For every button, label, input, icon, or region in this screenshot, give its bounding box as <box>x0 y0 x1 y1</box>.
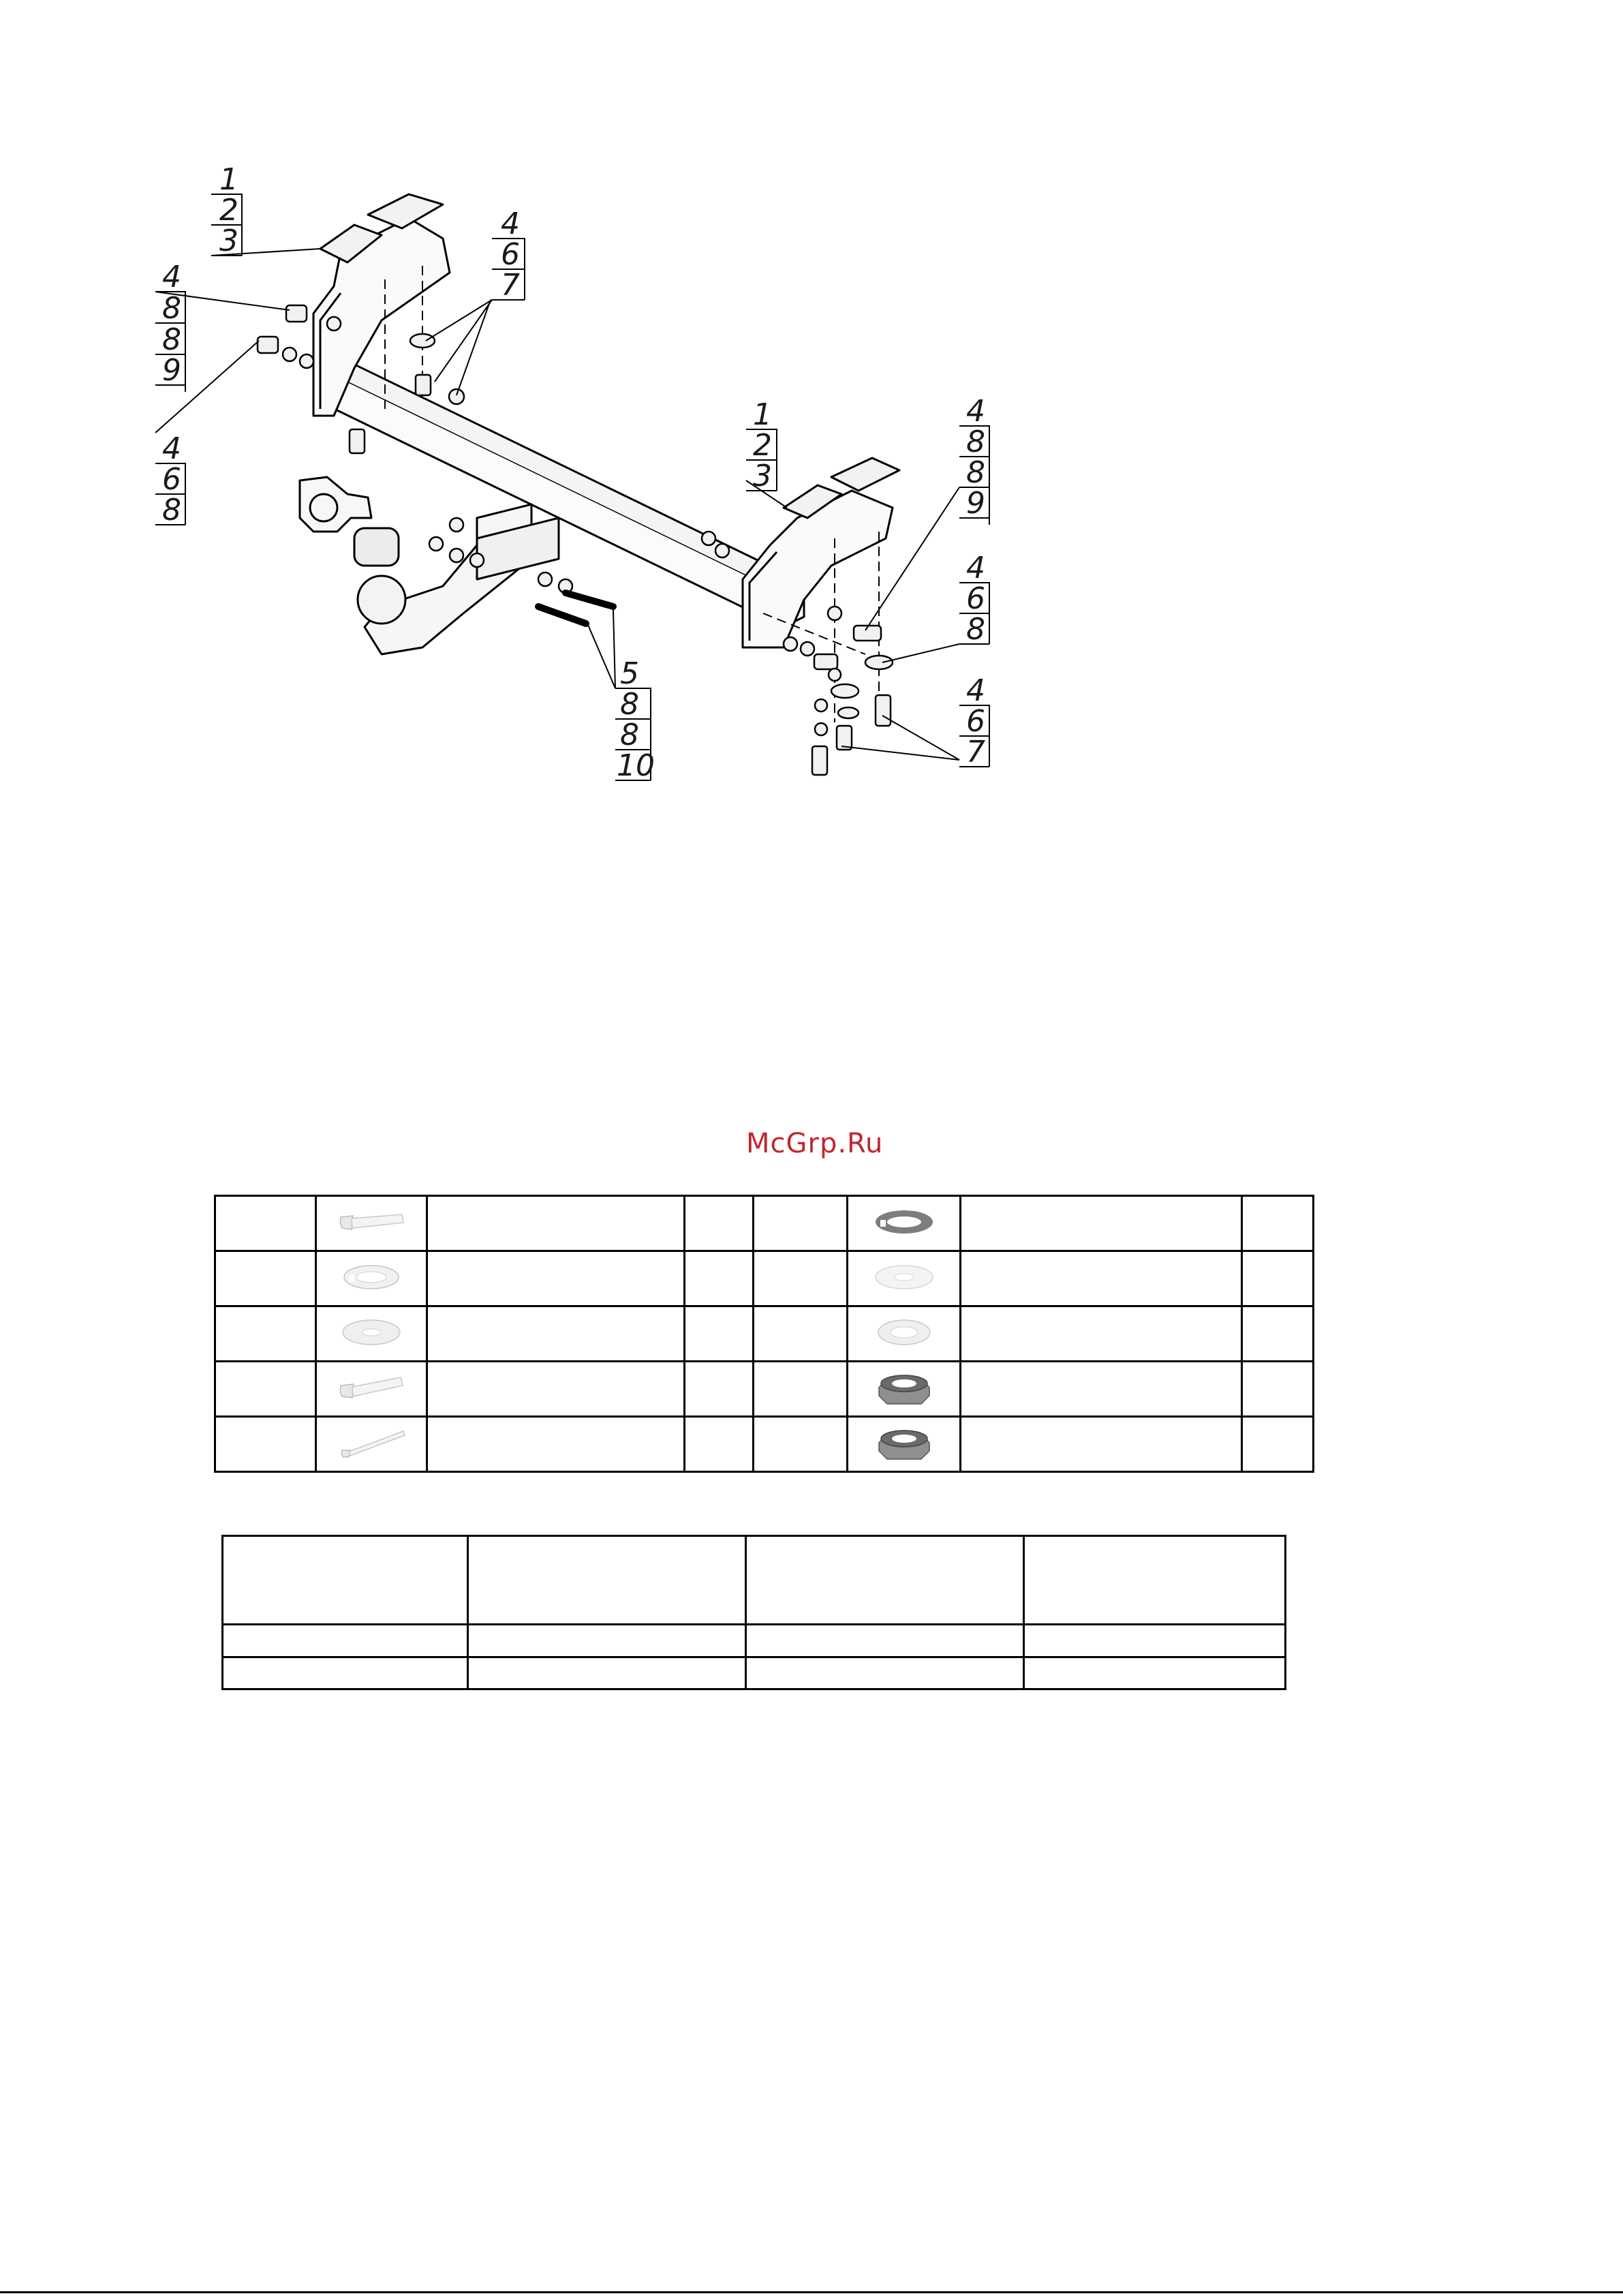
tow-hitch-assembly-drawing <box>0 0 1623 845</box>
callout-number: 8 <box>966 455 985 490</box>
callout-number: 5 <box>620 656 639 691</box>
table-cell <box>1242 1362 1314 1417</box>
callout-number: 2 <box>753 428 772 463</box>
table-cell <box>961 1306 1242 1362</box>
table-cell <box>427 1251 685 1306</box>
bolt-icon <box>334 1205 409 1239</box>
long-bolt-icon <box>334 1426 409 1460</box>
table-cell <box>223 1625 468 1657</box>
lock-nut-icon <box>867 1424 942 1462</box>
callout-number: 6 <box>966 704 985 739</box>
table-cell <box>316 1417 427 1472</box>
table-cell <box>754 1362 848 1417</box>
table-cell <box>754 1306 848 1362</box>
callout-number: 7 <box>501 268 520 303</box>
callout-group-right-bottom-stack <box>966 673 985 769</box>
callout-number: 9 <box>966 486 985 521</box>
callout-number: 4 <box>162 260 181 294</box>
table-cell <box>1242 1196 1314 1251</box>
table-cell <box>215 1306 316 1362</box>
callout-number: 8 <box>620 687 639 722</box>
table-cell <box>215 1417 316 1472</box>
callout-number: 7 <box>966 735 985 769</box>
callout-number: 4 <box>966 394 985 429</box>
callout-number: 8 <box>620 718 639 752</box>
table-cell <box>316 1362 427 1417</box>
spring-washer-icon <box>867 1205 942 1239</box>
table-cell <box>427 1196 685 1251</box>
table-cell <box>1242 1251 1314 1306</box>
table-cell <box>685 1362 754 1417</box>
callout-group-right-top-labels <box>753 397 772 493</box>
table-cell <box>961 1251 1242 1306</box>
callout-group-right-mid-stack <box>966 551 985 647</box>
table-row <box>215 1196 1314 1251</box>
callout-group-top-left <box>219 162 238 258</box>
table-cell <box>468 1657 746 1689</box>
table-cell <box>215 1251 316 1306</box>
table-cell <box>961 1417 1242 1472</box>
table-cell <box>685 1417 754 1472</box>
callout-group-top-center <box>501 206 520 303</box>
lock-nut-icon <box>867 1368 942 1407</box>
table-row <box>215 1417 1314 1472</box>
table-cell <box>1024 1625 1286 1657</box>
table-cell <box>685 1251 754 1306</box>
table-row <box>215 1362 1314 1417</box>
spring-washer-icon <box>334 1260 409 1294</box>
table-cell <box>427 1362 685 1417</box>
table-cell <box>961 1196 1242 1251</box>
callout-number: 4 <box>966 673 985 708</box>
callout-number: 10 <box>617 748 655 783</box>
table-cell <box>754 1251 848 1306</box>
table-cell <box>316 1196 427 1251</box>
table-cell <box>746 1657 1024 1689</box>
table-cell <box>316 1306 427 1362</box>
table-cell <box>1024 1536 1286 1625</box>
table-row <box>223 1657 1286 1689</box>
table-cell <box>685 1196 754 1251</box>
table-row <box>223 1625 1286 1657</box>
table-cell <box>961 1362 1242 1417</box>
parts-table <box>214 1195 1314 1473</box>
table-row <box>215 1251 1314 1306</box>
callout-number: 4 <box>162 431 181 466</box>
callout-number: 6 <box>966 581 985 616</box>
table-cell <box>685 1306 754 1362</box>
table-cell <box>223 1536 468 1625</box>
callout-number: 3 <box>219 224 238 258</box>
footer-rule <box>0 2291 1623 2293</box>
callout-number: 8 <box>162 291 181 326</box>
callout-number: 1 <box>219 162 238 197</box>
table-cell <box>1242 1417 1314 1472</box>
table-cell <box>223 1657 468 1689</box>
table-cell <box>215 1196 316 1251</box>
callout-number: 8 <box>162 322 181 357</box>
table-cell <box>848 1306 961 1362</box>
flat-washer-icon <box>867 1315 942 1349</box>
hitch-frame <box>300 194 899 654</box>
bolt-icon <box>334 1371 409 1405</box>
table-cell <box>848 1196 961 1251</box>
callout-number: 8 <box>966 612 985 647</box>
table-cell <box>754 1196 848 1251</box>
specification-table <box>221 1535 1286 1690</box>
table-cell <box>316 1251 427 1306</box>
callout-group-left-upper <box>162 260 181 388</box>
table-cell <box>468 1536 746 1625</box>
table-cell <box>468 1625 746 1657</box>
table-cell <box>848 1362 961 1417</box>
callout-number: 1 <box>753 397 772 432</box>
table-row <box>215 1306 1314 1362</box>
callout-number: 6 <box>162 462 181 497</box>
flat-washer-icon <box>867 1260 942 1294</box>
table-cell <box>215 1362 316 1417</box>
table-cell <box>754 1417 848 1472</box>
callout-number: 4 <box>501 206 520 241</box>
table-cell <box>746 1625 1024 1657</box>
watermark: McGrp.Ru <box>746 1128 884 1159</box>
table-cell <box>848 1417 961 1472</box>
table-header-row <box>223 1536 1286 1625</box>
flat-washer-icon <box>334 1315 409 1349</box>
callout-number: 6 <box>501 237 520 272</box>
callout-number: 8 <box>162 493 181 527</box>
table-cell <box>848 1251 961 1306</box>
table-cell <box>427 1306 685 1362</box>
callout-group-right-top-stack <box>966 394 985 521</box>
callout-number: 4 <box>966 551 985 585</box>
callout-group-left-lower <box>162 431 181 527</box>
callout-number: 2 <box>219 193 238 228</box>
table-cell <box>427 1417 685 1472</box>
table-cell <box>1242 1306 1314 1362</box>
callout-number: 8 <box>966 425 985 459</box>
callout-number: 9 <box>162 353 181 388</box>
callout-number: 3 <box>753 459 772 493</box>
table-cell <box>1024 1657 1286 1689</box>
table-cell <box>746 1536 1024 1625</box>
